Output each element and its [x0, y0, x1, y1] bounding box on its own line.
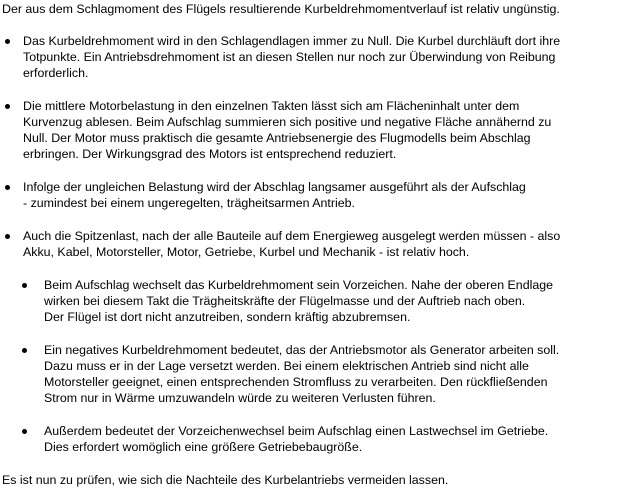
conclusion-paragraph: Es ist nun zu prüfen, wie sich die Nachteile des Kurbelantriebs vermeiden lassen.	[2, 473, 449, 487]
sub-list-item-text: Ein negatives Kurbeldrehmoment bedeutet, das der Antriebsmotor als Generator arbeiten soll. Dazu muss er in der Lage versetzt werden. Bei einem elektrischen Antrieb sind nicht alle Motorsteller geeignet, einen entsprechenden Stromfluss zu verarbeiten. Den rückfließenden Strom nur in Wärme umzuwandeln würde zu weiteren Verlusten führen.	[44, 343, 560, 405]
bullet-icon	[5, 104, 10, 109]
list-item-text: Die mittlere Motorbelastung in den einzelnen Takten lässt sich am Flächeninhalt unter dem Kurvenzug ablesen. Beim Aufschlag summieren sich positive und negative Fläche annähernd zu Null. Der Motor muss praktisch die gesamte Antriebsenergie des Flugmodells beim Abschlag erbringen. Der Wirkungsgrad des Motors ist entsprechend reduziert.	[23, 99, 552, 161]
bullet-icon	[22, 348, 27, 353]
list-item-text: Infolge der ungleichen Belastung wird der Abschlag langsamer ausgeführt als der Aufschlag - zumindest bei einem ungeregelten, trägheitsarmen Antrieb.	[23, 180, 526, 210]
bullet-icon	[5, 234, 10, 239]
sub-list-item-text: Beim Aufschlag wechselt das Kurbeldrehmoment sein Vorzeichen. Nahe der oberen Endlage wirken bei diesem Takt die Trägheitskräfte der Flügelmasse und der Auftrieb nach oben. Der Flügel ist dort nicht anzutreiben, sondern kräftig abzubremsen.	[44, 278, 554, 324]
sub-list-item	[2, 277, 642, 325]
bullet-icon	[5, 39, 10, 44]
bullet-icon	[22, 283, 27, 288]
intro-paragraph: Der aus dem Schlagmoment des Flügels resultierende Kurbeldrehmomentverlauf ist relativ ungünstig.	[2, 2, 560, 16]
list-item-text: Das Kurbeldrehmoment wird in den Schlagendlagen immer zu Null. Die Kurbel durchläuft dort ihre Totpunkte. Ein Antriebsdrehmoment ist an diesen Stellen nur noch zur Überwindung von Reibung erforderlich.	[23, 34, 561, 80]
list-item	[2, 228, 642, 260]
sub-list-item-text: Außerdem bedeutet der Vorzeichenwechsel beim Aufschlag einen Lastwechsel im Getriebe. Dies erfordert womöglich eine größere Getriebebaugröße.	[44, 424, 549, 454]
bullet-icon	[5, 185, 10, 190]
document-body	[2, 1, 642, 488]
sub-list-item	[2, 342, 642, 406]
list-item	[2, 179, 642, 211]
list-item-text: Auch die Spitzenlast, nach der alle Bauteile auf dem Energieweg ausgelegt werden müssen - also Akku, Kabel, Motorsteller, Motor, Getriebe, Kurbel und Mechanik - ist relativ hoch.	[23, 229, 561, 259]
sub-list-item	[2, 423, 642, 455]
bullet-icon	[22, 429, 27, 434]
list-item	[2, 98, 642, 162]
list-item	[2, 33, 642, 81]
